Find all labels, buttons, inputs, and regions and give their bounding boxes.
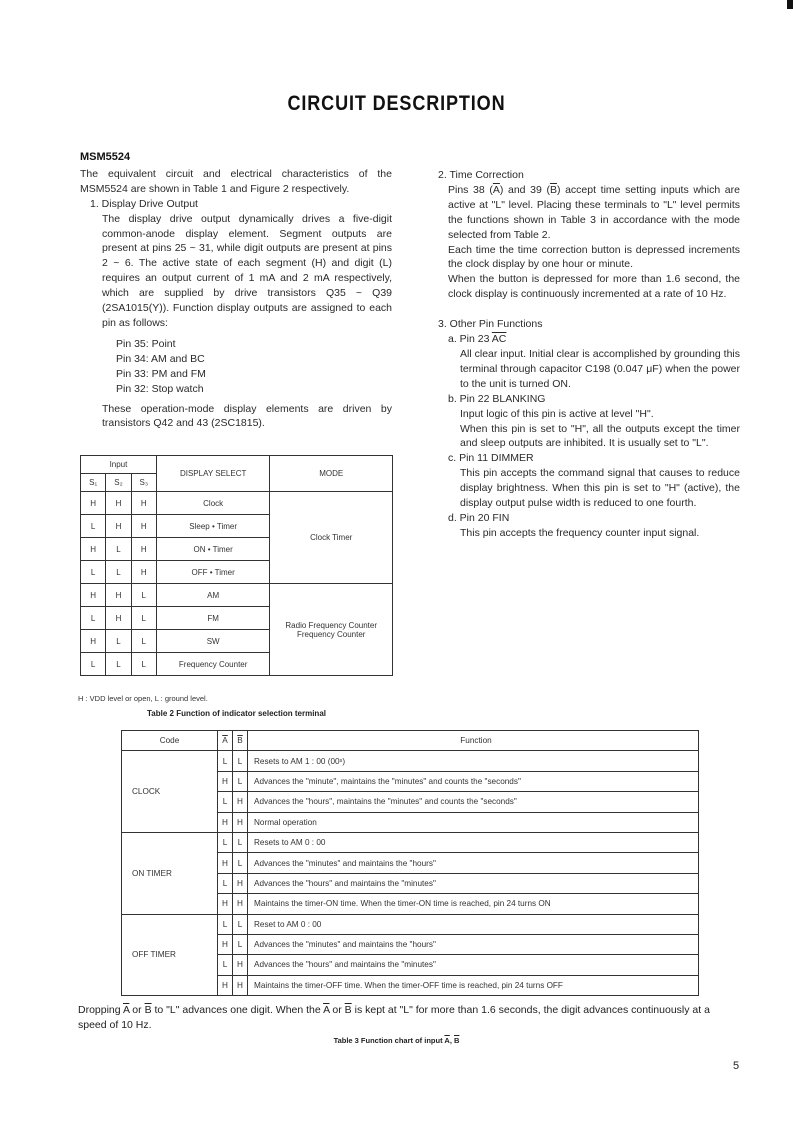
pin-22-body-2: When this pin is set to "H", all the outputs except the timer and sleep outputs are inhibited. It is usually set to "L". [460, 422, 740, 450]
cell-a: H [218, 853, 233, 873]
cell-a: H [218, 975, 233, 995]
header-input: Input [81, 456, 157, 474]
cell-s2: H [106, 492, 131, 515]
pin-list-item: Pin 35: Point [116, 337, 176, 350]
cell-function: Resets to AM 1 : 00 (00ˢ) [248, 751, 699, 771]
cell-function: Normal operation [248, 812, 699, 832]
table-header-row [122, 731, 699, 751]
cell-s2: H [106, 515, 131, 538]
cell-s1: H [81, 584, 106, 607]
cell-function: Advances the "hours", maintains the "minutes" and counts the "seconds" [248, 792, 699, 812]
cell-display: Clock [156, 492, 269, 515]
cell-s3: L [131, 630, 156, 653]
cell-mode-clock-timer: Clock Timer [270, 492, 393, 584]
cell-b: H [233, 955, 248, 975]
section-2-paragraph-3: When the button is depressed for more than 1.6 second, the clock display is continuously incremented at a rate of 10 Hz. [448, 273, 740, 301]
mode-radio-line-2: Frequency Counter [296, 629, 366, 639]
cell-s3: L [131, 607, 156, 630]
signal-a-bar: $\overline{A}$ [444, 1036, 450, 1045]
cell-display: AM [156, 584, 269, 607]
cell-a: L [218, 873, 233, 893]
cell-b: H [233, 812, 248, 832]
pin-22-body-1: Input logic of this pin is active at level "H". [460, 407, 654, 420]
cell-a: L [218, 751, 233, 771]
cell-display: Frequency Counter [156, 653, 269, 676]
pin-list-item: Pin 34: AM and BC [116, 352, 205, 365]
cell-mode-radio [270, 584, 393, 676]
signal-b-bar: $\overline{B}$ [344, 1004, 352, 1016]
table-row [81, 492, 393, 515]
header-s3: S₃ [131, 474, 156, 492]
code-clock: CLOCK [122, 751, 218, 833]
text-run: Dropping [78, 1004, 123, 1016]
cell-s1: L [81, 607, 106, 630]
cell-function: Advances the "minutes" and maintains the "hours" [248, 853, 699, 873]
header-s2: S₂ [106, 474, 131, 492]
cell-s3: L [131, 653, 156, 676]
cell-s3: H [131, 561, 156, 584]
cell-b: L [233, 934, 248, 954]
cell-b: L [233, 853, 248, 873]
cell-s3: H [131, 515, 156, 538]
header-a-bar: $\overline{A}$ [218, 731, 233, 751]
scan-corner-mark [787, 0, 793, 9]
header-display-select: DISPLAY SELECT [156, 456, 269, 492]
pin-22-heading: b. Pin 22 BLANKING [448, 392, 546, 405]
cell-function: Advances the "hours" and maintains the "minutes" [248, 873, 699, 893]
cell-s1: H [81, 492, 106, 515]
text-run: Pins 38 ( [448, 183, 493, 196]
text-run: to "L" advances one digit. When the [151, 1004, 324, 1016]
header-function: Function [248, 731, 699, 751]
pin-list [80, 337, 392, 397]
cell-s1: H [81, 538, 106, 561]
table-row [122, 832, 699, 852]
pin-20-heading: d. Pin 20 FIN [448, 511, 510, 524]
code-on-timer: ON TIMER [122, 832, 218, 914]
cell-b: L [233, 751, 248, 771]
cell-a: L [218, 792, 233, 812]
mode-radio-line-1: Radio Frequency Counter [285, 620, 377, 630]
pin-11-body: This pin accepts the command signal that causes to reduce display brightness. When this pin is set to "H" (active), the display output pulse width is reduced to one fourth. [460, 467, 740, 510]
cell-s3: H [131, 492, 156, 515]
table-3-footnote [78, 1003, 738, 1032]
cell-function: Resets to AM 0 : 00 [248, 832, 699, 852]
page-number: 5 [733, 1060, 740, 1072]
cell-a: L [218, 832, 233, 852]
table-row [122, 914, 699, 934]
signal-b-bar: $\overline{B}$ [144, 1004, 152, 1016]
cell-a: H [218, 771, 233, 791]
section-1-tail: These operation-mode display elements are driven by transistors Q42 and 43 (2SC1815). [102, 402, 392, 430]
cell-function: Maintains the timer-OFF time. When the timer-OFF time is reached, pin 24 turns OFF [248, 975, 699, 995]
cell-b: L [233, 832, 248, 852]
cell-s2: H [106, 607, 131, 630]
table-3-function-chart [121, 730, 699, 996]
cell-function: Advances the "hours" and maintains the "minutes" [248, 955, 699, 975]
text-run: or [129, 1004, 145, 1016]
table-2-note: H : VDD level or open, L : ground level. [78, 694, 208, 703]
section-3-heading: 3. Other Pin Functions [438, 318, 543, 331]
cell-a: L [218, 914, 233, 934]
intro-paragraph: The equivalent circuit and electrical characteristics of the MSM5524 are shown in Table 1 and Figure 2 respectively. [80, 167, 392, 195]
section-1-heading: 1. Display Drive Output [90, 197, 198, 210]
cell-b: L [233, 914, 248, 934]
text-run: ) accept time setting inputs which are active at "L" level. Placing these terminals to "L" level permits the functions shown in Table 3 in accordance with the mode selected from Table 2. [448, 183, 740, 241]
cell-s1: L [81, 515, 106, 538]
cell-s1: H [81, 630, 106, 653]
table-3-caption [0, 1036, 793, 1045]
cell-s2: H [106, 584, 131, 607]
text-run: or [329, 1004, 345, 1016]
page-title: CIRCUIT DESCRIPTION [287, 92, 506, 115]
text-run: Table 3 Function chart of input [333, 1036, 445, 1045]
cell-a: H [218, 894, 233, 914]
section-2-heading: 2. Time Correction [438, 169, 524, 181]
cell-s2: L [106, 630, 131, 653]
text-run: a. Pin 23 [448, 333, 492, 346]
signal-a-bar: $\overline{A}$ [492, 183, 500, 196]
code-off-timer: OFF TIMER [122, 914, 218, 996]
header-b-bar: $\overline{B}$ [233, 731, 248, 751]
header-s1: S₁ [81, 474, 106, 492]
table-2-indicator-selection [80, 455, 393, 676]
pin-23-body: All clear input. Initial clear is accomplished by grounding this terminal through capacitor C198 (0.047 μF) when the power to the unit is turned ON. [460, 347, 740, 390]
left-column [80, 150, 392, 431]
signal-b-bar: $\overline{B}$ [549, 183, 557, 196]
cell-s1: L [81, 653, 106, 676]
cell-s2: L [106, 653, 131, 676]
cell-s1: L [81, 561, 106, 584]
pin-20-body: This pin accepts the frequency counter input signal. [460, 526, 700, 539]
pin-list-item: Pin 33: PM and FM [116, 367, 206, 380]
text-run: , [449, 1036, 454, 1045]
cell-s3: L [131, 584, 156, 607]
table-2-caption: Table 2 Function of indicator selection terminal [147, 709, 326, 718]
cell-display: Sleep • Timer [156, 515, 269, 538]
section-1-body: The display drive output dynamically drives a five-digit common-anode display element. Segment outputs are present at pins 25 ~ 31, while digit outputs are present at pins 2 ~ 6. The active state of each segment (H) and digit (L) requires an output current of 1 mA and 2 mA respectively, which are supplied by drive transistors Q35 ~ Q39 (2SA1015(Y)). Function display outputs are assigned to each pin as follows: [102, 212, 392, 329]
cell-b: L [233, 771, 248, 791]
right-column [438, 168, 740, 541]
text-run: is kept at "L" for more than 1.6 seconds, the digit advances continuously at a speed of 10 Hz. [78, 1004, 710, 1031]
cell-function: Reset to AM 0 : 00 [248, 914, 699, 934]
pin-list-item: Pin 32: Stop watch [116, 382, 204, 395]
pin-11-heading: c. Pin 11 DIMMER [448, 452, 534, 465]
cell-a: L [218, 955, 233, 975]
cell-s2: L [106, 561, 131, 584]
cell-s2: L [106, 538, 131, 561]
chip-heading: MSM5524 [80, 151, 131, 163]
cell-display: SW [156, 630, 269, 653]
header-mode: MODE [270, 456, 393, 492]
cell-b: H [233, 975, 248, 995]
section-2-paragraph-1 [438, 183, 740, 243]
cell-display: OFF • Timer [156, 561, 269, 584]
cell-a: H [218, 812, 233, 832]
header-code: Code [122, 731, 218, 751]
cell-b: H [233, 792, 248, 812]
cell-display: FM [156, 607, 269, 630]
ac-bar-label: $\overline{AC}$ [491, 333, 507, 346]
cell-b: H [233, 873, 248, 893]
cell-function: Advances the "minutes" and maintains the "hours" [248, 934, 699, 954]
signal-a-bar: $\overline{A}$ [122, 1004, 130, 1016]
table-row [122, 751, 699, 771]
cell-display: ON • Timer [156, 538, 269, 561]
cell-function: Advances the "minute", maintains the "minutes" and counts the "seconds" [248, 771, 699, 791]
section-2-paragraph-2: Each time the time correction button is depressed increments the clock display by one hour or minute. [448, 243, 740, 271]
text-run: ) and 39 ( [499, 183, 550, 196]
signal-a-bar: $\overline{A}$ [323, 1004, 330, 1016]
pin-23-heading [438, 332, 740, 347]
cell-a: H [218, 934, 233, 954]
signal-b-bar: $\overline{B}$ [454, 1036, 460, 1045]
cell-function: Maintains the timer-ON time. When the timer-ON time is reached, pin 24 turns ON [248, 894, 699, 914]
cell-s3: H [131, 538, 156, 561]
cell-b: H [233, 894, 248, 914]
table-row [81, 584, 393, 607]
